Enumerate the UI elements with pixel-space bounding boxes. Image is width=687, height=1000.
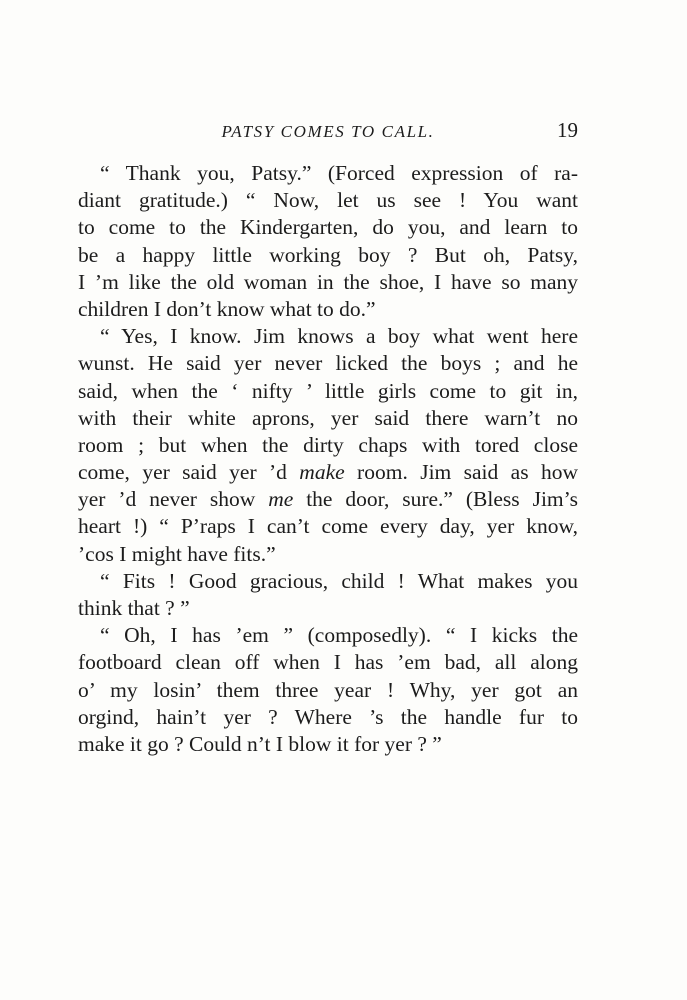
emphasized-word: me <box>268 487 294 512</box>
text-line: footboard clean off when I has ’em bad, all along <box>78 650 578 675</box>
text-line: diant gratitude.) “ Now, let us see ! You want <box>78 188 578 213</box>
paragraph <box>78 160 578 323</box>
text-line <box>78 486 578 513</box>
paragraph <box>78 622 578 758</box>
text-line: make it go ? Could n’t I blow it for yer ? ” <box>78 731 442 756</box>
text-fragment: the door, sure.” (Bless Jim’s <box>293 487 578 512</box>
text-line: “ Yes, I know. Jim knows a boy what went here <box>100 324 578 349</box>
text-line: with their white aprons, yer said there warn’t no <box>78 405 578 430</box>
text-line: “ Oh, I has ’em ” (composedly). “ I kicks the <box>100 623 578 648</box>
text-fragment: come, yer said yer ’d <box>78 460 300 485</box>
text-line: orgind, hain’t yer ? Where ’s the handle fur to <box>78 704 578 729</box>
text-line: I ’m like the old woman in the shoe, I have so many <box>78 269 578 294</box>
text-line: ’cos I might have fits.” <box>78 541 276 566</box>
text-line: “ Fits ! Good gracious, child ! What makes you <box>100 568 578 593</box>
text-line: room ; but when the dirty chaps with tored close <box>78 432 578 457</box>
text-line: children I don’t know what to do.” <box>78 296 376 321</box>
running-title: PATSY COMES TO CALL. <box>221 122 435 141</box>
paragraph <box>78 568 578 622</box>
page-number: 19 <box>557 118 578 142</box>
text-line: to come to the Kindergarten, do you, and learn to <box>78 215 578 240</box>
text-fragment: room. Jim said as how <box>344 460 578 485</box>
text-line <box>78 459 578 486</box>
text-line: o’ my losin’ them three year ! Why, yer got an <box>78 677 578 702</box>
paragraph <box>78 323 578 568</box>
text-line: wunst. He said yer never licked the boys ; and he <box>78 351 578 376</box>
text-line: be a happy little working boy ? But oh, Patsy, <box>78 242 578 267</box>
text-line: heart !) “ P’raps I can’t come every day, yer know, <box>78 514 578 539</box>
emphasized-word: make <box>299 460 345 485</box>
text-fragment: yer ’d never show <box>78 487 269 512</box>
text-line: think that ? ” <box>78 596 190 620</box>
text-line: said, when the ‘ nifty ’ little girls come to git in, <box>78 378 578 403</box>
body-text <box>78 160 578 758</box>
page-header <box>78 118 578 148</box>
text-line: “ Thank you, Patsy.” (Forced expression of ra- <box>100 161 578 185</box>
